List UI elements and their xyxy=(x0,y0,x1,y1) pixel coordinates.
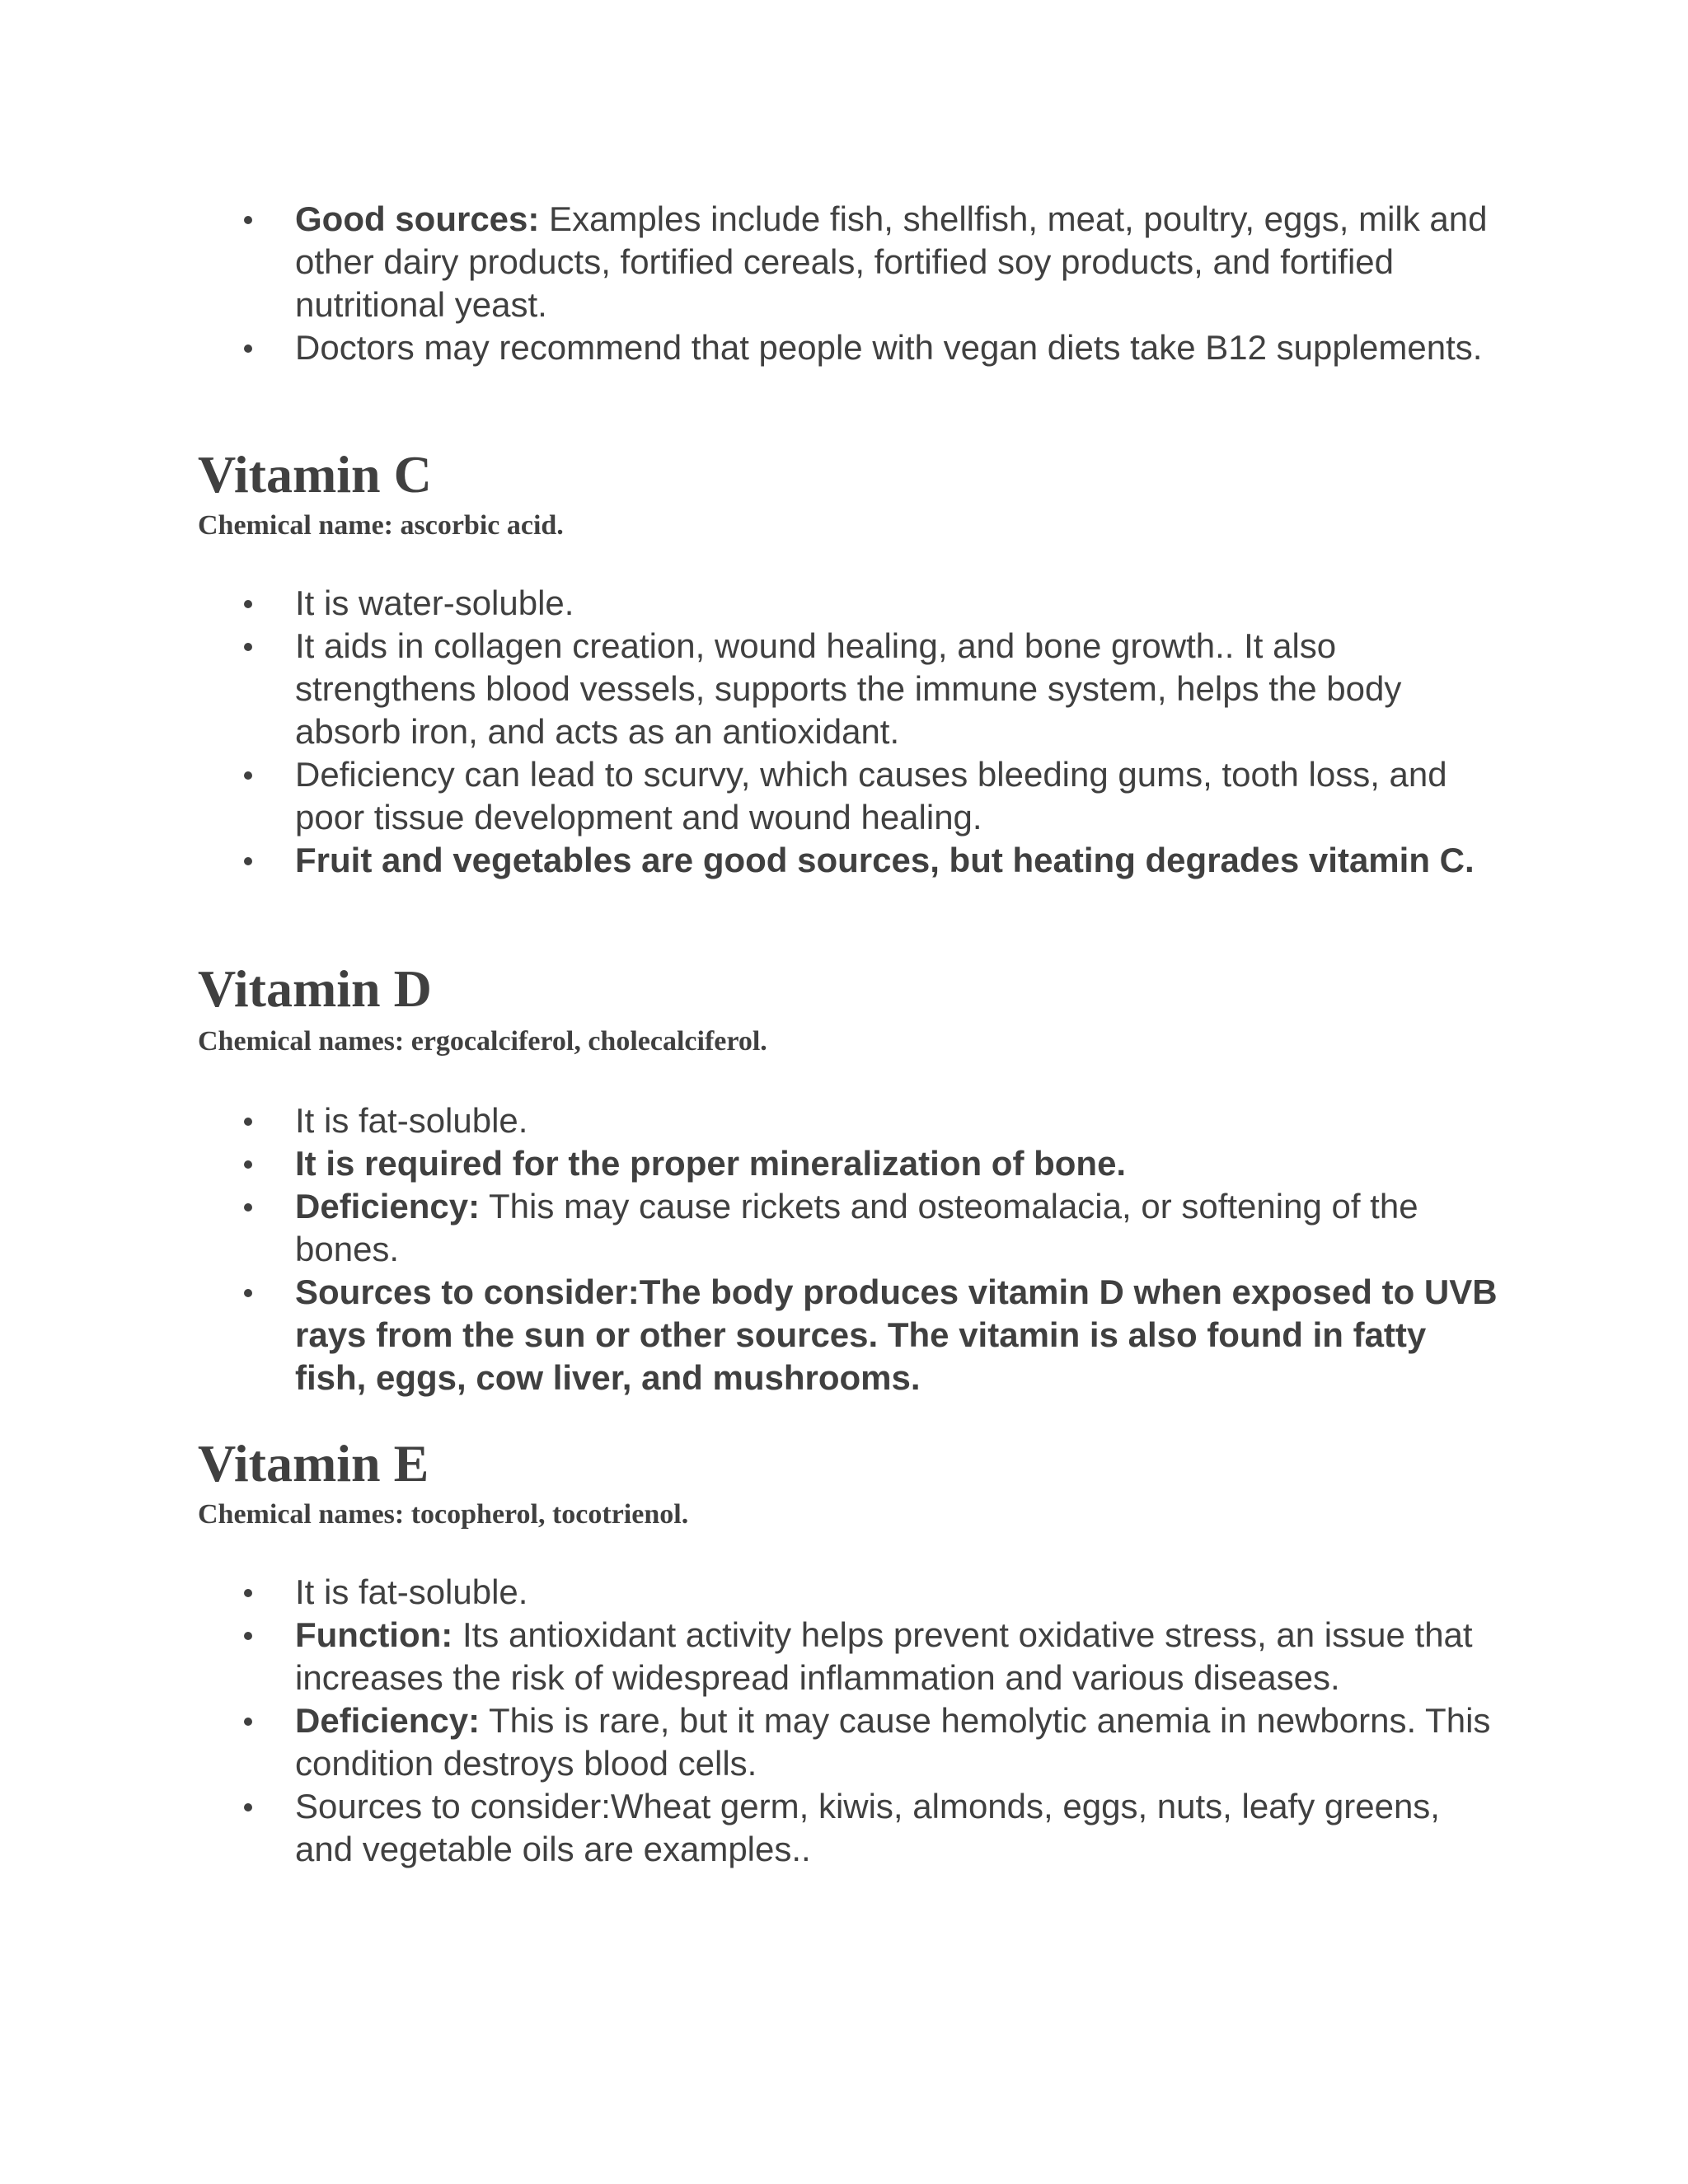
bullet xyxy=(244,1289,252,1297)
item-text: Its antioxidant activity helps prevent oxidative stress, an issue that increases the risk of widespread inflammation and various diseases. xyxy=(295,1615,1473,1697)
list-item xyxy=(0,198,1498,326)
bullet xyxy=(244,1203,252,1212)
chemical-name-vitamin-c: Chemical name: ascorbic acid. xyxy=(198,510,564,541)
b12-list xyxy=(0,198,1498,369)
list-item xyxy=(0,753,1498,839)
list-item xyxy=(0,1571,1498,1614)
item-text: This may cause rickets and osteomalacia, or softening of the bones. xyxy=(295,1187,1418,1268)
list-item xyxy=(0,1142,1498,1185)
bullet xyxy=(244,771,252,780)
bullet xyxy=(244,344,252,353)
list-item xyxy=(0,1699,1498,1785)
list-item xyxy=(0,839,1498,882)
list-item xyxy=(0,1099,1498,1142)
bullet xyxy=(244,643,252,651)
section-heading-vitamin-c: Vitamin C xyxy=(198,445,432,504)
section-heading-vitamin-e: Vitamin E xyxy=(198,1434,429,1493)
chemical-name-vitamin-d: Chemical names: ergocalciferol, cholecalciferol. xyxy=(198,1026,767,1057)
item-text: Examples include fish, shellfish, meat, poultry, eggs, milk and other dairy products, fortified cereals, fortified soy products, and fortified nutritional yeast. xyxy=(295,199,1488,324)
item-text: It is fat-soluble. xyxy=(295,1572,528,1611)
list-item xyxy=(0,1614,1498,1699)
bullet xyxy=(244,600,252,608)
list-item xyxy=(0,582,1498,625)
list-item xyxy=(0,1785,1498,1871)
list-item xyxy=(0,625,1498,753)
list-item xyxy=(0,326,1498,369)
chemical-name-vitamin-e: Chemical names: tocopherol, tocotrienol. xyxy=(198,1499,689,1530)
item-label: Deficiency: xyxy=(295,1701,481,1740)
list-item xyxy=(0,1185,1498,1271)
item-text: Fruit and vegetables are good sources, but heating degrades vitamin C. xyxy=(295,841,1475,879)
bullet xyxy=(244,1803,252,1811)
item-text: It is water-soluble. xyxy=(295,583,574,622)
section-heading-vitamin-d: Vitamin D xyxy=(198,959,432,1018)
bullet xyxy=(244,1118,252,1126)
vitamin-d-list xyxy=(0,1099,1498,1399)
item-text: Sources to consider:Wheat germ, kiwis, almonds, eggs, nuts, leafy greens, and vegetable oils are examples.. xyxy=(295,1787,1440,1868)
bullet xyxy=(244,1632,252,1640)
item-text: Deficiency can lead to scurvy, which causes bleeding gums, tooth loss, and poor tissue development and wound healing. xyxy=(295,755,1447,837)
list-item xyxy=(0,1271,1498,1399)
vitamin-c-list xyxy=(0,582,1498,882)
item-text: Sources to consider:The body produces vitamin D when exposed to UVB rays from the sun or other sources. The vitamin is also found in fatty fish, eggs, cow liver, and mushrooms. xyxy=(295,1272,1498,1397)
item-text: It aids in collagen creation, wound healing, and bone growth.. It also strengthens blood vessels, supports the immune system, helps the body absorb iron, and acts as an antioxidant. xyxy=(295,626,1402,751)
item-text: This is rare, but it may cause hemolytic anemia in newborns. This condition destroys blood cells. xyxy=(295,1701,1491,1783)
item-label: Good sources: xyxy=(295,199,540,238)
item-label: Deficiency: xyxy=(295,1187,481,1226)
bullet xyxy=(244,1589,252,1597)
bullet xyxy=(244,216,252,224)
bullet xyxy=(244,857,252,865)
item-text: It is fat-soluble. xyxy=(295,1101,528,1140)
bullet xyxy=(244,1718,252,1726)
item-label: Function: xyxy=(295,1615,453,1654)
vitamin-e-list xyxy=(0,1571,1498,1871)
bullet xyxy=(244,1160,252,1169)
item-text: Doctors may recommend that people with vegan diets take B12 supplements. xyxy=(295,328,1483,367)
item-text: It is required for the proper mineralization of bone. xyxy=(295,1144,1127,1183)
